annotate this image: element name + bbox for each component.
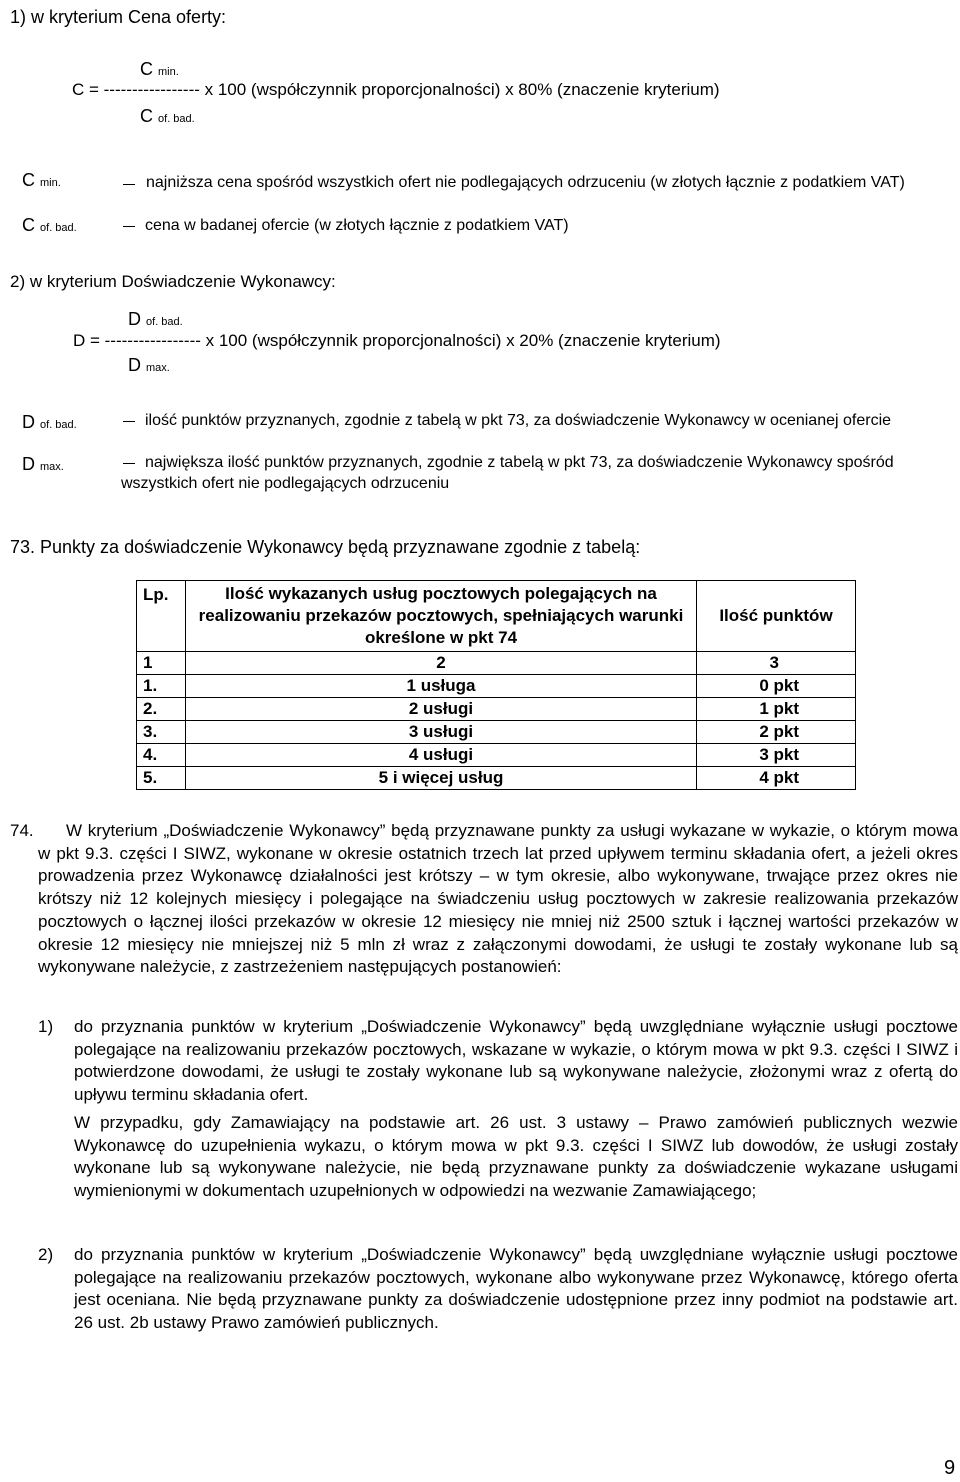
section-73-heading: 73. Punkty za doświadczenie Wykonawcy będą przyznawane zgodnie z tabelą:: [10, 537, 641, 557]
def-d-bad-text: ilość punktów przyznanych, zgodnie z tabelą w pkt 73, za doświadczenie Wykonawcy w ocenianej ofercie: [145, 412, 892, 429]
def-c-min-symbol: C min.: [22, 170, 61, 190]
def-c-bad-symbol: C of. bad.: [22, 215, 77, 235]
table-cell: 3.: [137, 721, 186, 744]
def-d-max-symbol: D max.: [22, 454, 64, 474]
def-dash: [123, 226, 135, 227]
table-header-row: [137, 581, 856, 652]
section-74-text: [38, 820, 958, 979]
formula-d-denominator: D max.: [128, 355, 170, 375]
table-cell: 2 pkt: [697, 721, 856, 744]
formula-c-denominator: C of. bad.: [140, 106, 195, 126]
item-1-number: 1): [38, 1017, 54, 1036]
formula-c-numerator: C min.: [140, 59, 179, 79]
item-1-extra: W przypadku, gdy Zamawiający na podstawie art. 26 ust. 3 ustawy – Prawo zamówień publicznych wezwie Wykonawcę do uzupełnienia wykazu, o którym mowa w pkt 9.3. części I SIWZ lub dowodów, że usługi zostały wykonane lub są wykonywane należycie, nie będą przyznawane punkty za doświadczenie wykazane usługami wymienionymi w dokumentach uzupełnionych w odpowiedzi na wezwanie Zamawiającego;: [74, 1113, 958, 1201]
section-74-body: W kryterium „Doświadczenie Wykonawcy” będą przyznawane punkty za usługi wykazane w wykazie, o którym mowa w pkt 9.3. części I SIWZ, wykonane w okresie ostatnich trzech lat przed upływem terminu składania ofert, a jeżeli okres prowadzenia przez Wykonawcę działalności jest krótszy – w tym okresie, albo wykonywane, trwające przez okres nie krótszy niż 12 kolejnych miesięcy i polegające na świadczeniu usług pocztowych w zakresie realizowania przekazów pocztowych o łącznej ilości przekazów w okresie 12 miesięcy nie mniej niż 2500 sztuk i łącznej wartości przekazów w okresie 12 miesięcy nie mniejszej niż 5 mln zł wraz z załączonymi dowodami, że usługi te zostały wykonane lub są wykonywane należycie, z zastrzeżeniem następujących postanowień:: [38, 821, 958, 977]
table-cell: 5.: [137, 767, 186, 790]
formula-c: C = ----------------- x 100 (współczynnik proporcjonalności) x 80% (znaczenie kryterium): [72, 80, 720, 99]
table-cell: 1: [137, 652, 186, 675]
table-row: [137, 744, 856, 767]
item-1-text: do przyznania punktów w kryterium „Doświadczenie Wykonawcy” będą uwzględniane wyłącznie usługi pocztowe polegające na realizowaniu przekazów pocztowych, wskazane w wykazie, o którym mowa w pkt 9.3. części I SIWZ i potwierdzone dowodami, że usługi te zostały wykonane lub są wykonywane należycie, złożonymi wraz z ofertą do upływu terminu składania ofert.: [74, 1017, 958, 1105]
table-row: [137, 767, 856, 790]
header-lp: Lp.: [137, 581, 186, 652]
table-cell: 3: [697, 652, 856, 675]
table-cell: 2 usługi: [186, 698, 697, 721]
table-cell: 4 pkt: [697, 767, 856, 790]
item-2-text: do przyznania punktów w kryterium „Doświadczenie Wykonawcy” będą uwzględniane wyłącznie usługi pocztowe polegające na realizowaniu przekazów pocztowych, wykonane albo wykonywane przez Wykonawcę, którego oferta jest oceniana. Nie będą przyznawane punkty za doświadczenie udostępnione przez inny podmiot na podstawie art. 26 ust. 2b ustawy Prawo zamówień publicznych.: [74, 1245, 958, 1333]
def-d-bad-symbol: D of. bad.: [22, 412, 77, 432]
def-d-max-text: największa ilość punktów przyznanych, zgodnie z tabelą w pkt 73, za doświadczenie Wykonawcy spośród wszystkich ofert nie podlegających odrzuceniu: [121, 454, 894, 492]
def-c-bad-text: cena w badanej ofercie (w złotych łącznie z podatkiem VAT): [145, 217, 569, 234]
table-cell: 1 usługa: [186, 675, 697, 698]
header-points: Ilość punktów: [697, 581, 856, 652]
table-cell: 4.: [137, 744, 186, 767]
criterion-1-heading: 1) w kryterium Cena oferty:: [10, 7, 227, 27]
table-numbering-row: [137, 652, 856, 675]
table-cell: 1.: [137, 675, 186, 698]
table-cell: 1 pkt: [697, 698, 856, 721]
table-cell: 3 pkt: [697, 744, 856, 767]
table-row: [137, 698, 856, 721]
formula-d: D = ----------------- x 100 (współczynnik proporcjonalności) x 20% (znaczenie kryterium): [73, 331, 721, 350]
table-row: [137, 675, 856, 698]
table-cell: 3 usługi: [186, 721, 697, 744]
item-2-number: 2): [38, 1245, 54, 1264]
header-services: Ilość wykazanych usług pocztowych polegających na realizowaniu przekazów pocztowych, spełniających warunki określone w pkt 74: [186, 581, 697, 652]
table-row: [137, 721, 856, 744]
table-cell: 4 usługi: [186, 744, 697, 767]
table-cell: 2.: [137, 698, 186, 721]
table-cell: 2: [186, 652, 697, 675]
points-table: [136, 580, 856, 790]
section-74-number: 74.: [10, 821, 34, 840]
formula-d-numerator: D of. bad.: [128, 309, 183, 329]
table-cell: 0 pkt: [697, 675, 856, 698]
def-c-min-text: najniższa cena spośród wszystkich ofert nie podlegających odrzuceniu (w złotych łącznie z podatkiem VAT): [146, 174, 905, 191]
table-cell: 5 i więcej usług: [186, 767, 697, 790]
criterion-2-heading: 2) w kryterium Doświadczenie Wykonawcy:: [10, 272, 336, 291]
page-number: 9: [944, 1457, 956, 1479]
